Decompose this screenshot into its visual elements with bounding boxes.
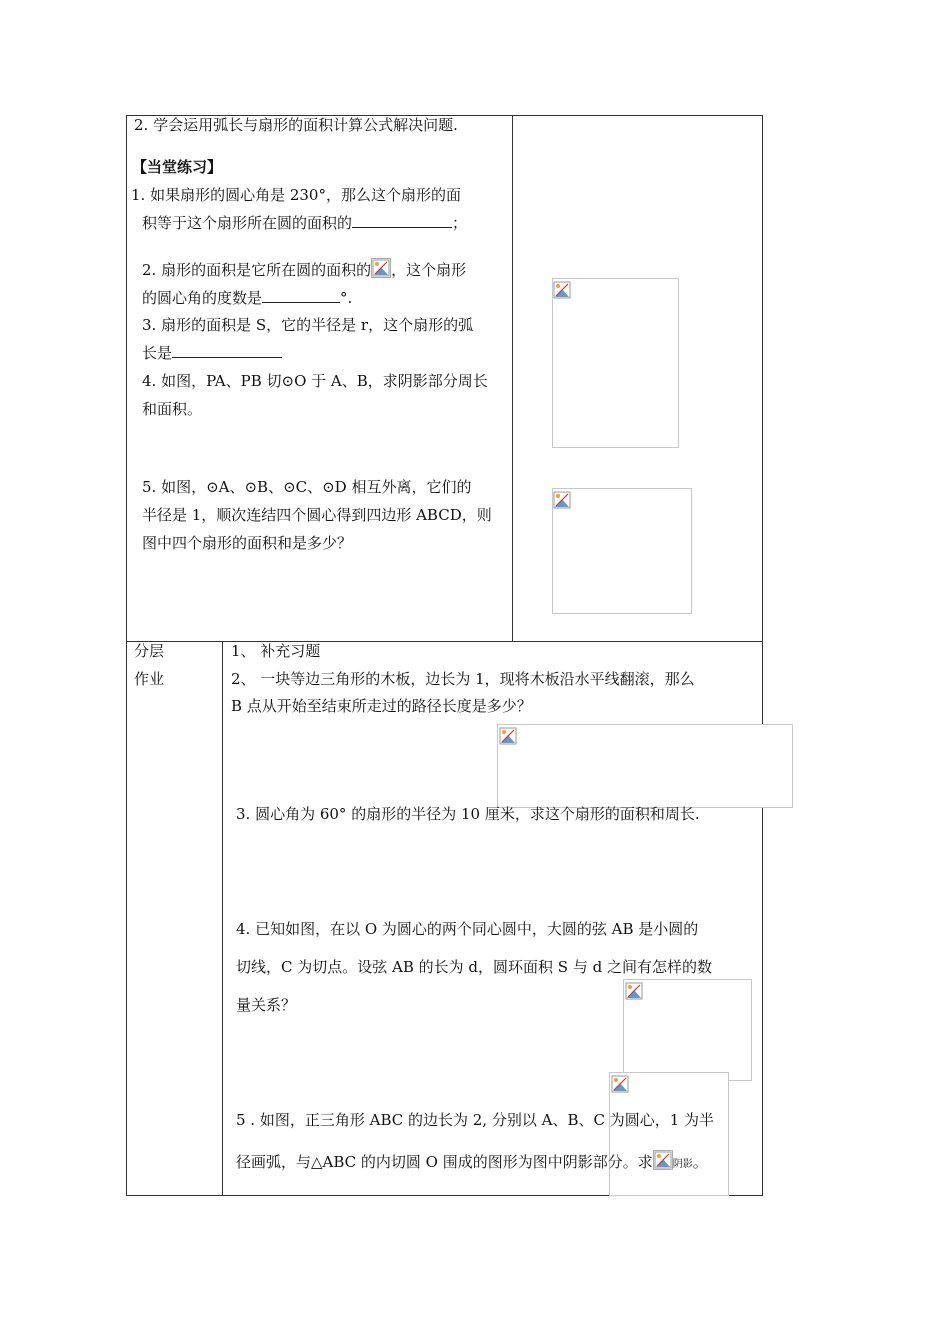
q2-line2 bbox=[142, 287, 352, 309]
q5-line3: 图中四个扇形的面积和是多少？ bbox=[142, 534, 353, 552]
q2-answer-blank[interactable] bbox=[262, 287, 340, 303]
hw-2-line2: B 点从开始至结束所走过的路径长度是多少？ bbox=[231, 697, 532, 715]
broken-image-icon bbox=[553, 281, 571, 299]
q2-line2-suffix: °. bbox=[340, 289, 353, 307]
hw-5-line1: 5 . 如图，正三角形 ABC 的边长为 2, 分别以 A、B、C 为圆心，1 为半 bbox=[236, 1111, 715, 1129]
q3-answer-blank[interactable] bbox=[172, 342, 282, 358]
top-column-divider bbox=[512, 115, 513, 642]
figure-hw5-placeholder bbox=[609, 1072, 729, 1196]
q1-line2 bbox=[142, 212, 467, 234]
table-right-border bbox=[762, 115, 763, 1196]
q1-line1: 1. 如果扇形的圆心角是 230°，那么这个扇形的面 bbox=[131, 186, 461, 204]
hw-5-line2 bbox=[236, 1150, 708, 1176]
q5-line1: 5. 如图，⊙A、⊙B、⊙C、⊙D 相互外离，它们的 bbox=[142, 478, 472, 496]
figure-hw4-placeholder bbox=[623, 979, 752, 1081]
broken-image-icon bbox=[625, 982, 643, 1000]
q5-line2: 半径是 1，顺次连结四个圆心得到四边形 ABCD，则 bbox=[142, 506, 492, 524]
figure-q5-placeholder bbox=[552, 488, 692, 614]
figure-hw2-placeholder bbox=[497, 724, 793, 808]
q1-line2-prefix: 积等于这个扇形所在圆的面 bbox=[142, 214, 323, 232]
table-left-border bbox=[126, 115, 127, 1196]
hw-5-line2-prefix: 径画弧，与△ABC 的内切圆 O 围成的图形为图中阴影部分。求 bbox=[236, 1153, 653, 1171]
homework-label-line1: 分层 bbox=[134, 642, 165, 660]
objective-2: 2. 学会运用弧长与扇形的面积计算公式解决问题. bbox=[134, 116, 458, 134]
hw-4-line1: 4. 已知如图，在以 O 为圆心的两个同心圆中，大圆的弦 AB 是小圆的 bbox=[236, 920, 699, 938]
practice-heading: 【当堂练习】 bbox=[132, 158, 223, 176]
q3-line2-text: 长是 bbox=[142, 344, 173, 362]
q3-line1: 3. 扇形的面积是 S，它的半径是 r，这个扇形的弧 bbox=[142, 316, 474, 334]
q2-line1-prefix: 2. 扇形的面积是它所在圆的面积的 bbox=[142, 261, 372, 279]
figure-q4-placeholder bbox=[552, 278, 679, 448]
hw-2-line1: 2、 一块等边三角形的木板，边长为 1，现将木板沿水平线翻滚，那么 bbox=[231, 670, 695, 688]
hw-5-line2-end: 。 bbox=[692, 1153, 708, 1171]
bottom-column-divider bbox=[222, 641, 223, 1196]
q3-line2 bbox=[142, 342, 282, 364]
q1-answer-blank[interactable] bbox=[352, 212, 452, 228]
q1-line2-end: ； bbox=[452, 214, 468, 232]
q2-line2-prefix: 的圆心角的度数是 bbox=[142, 289, 263, 307]
broken-image-icon bbox=[371, 258, 391, 278]
hw-5-shadow-word: 阴影 bbox=[672, 1159, 693, 1170]
q2-line1-suffix: ，这个扇形 bbox=[391, 261, 467, 279]
hw-4-line3: 量关系？ bbox=[236, 996, 297, 1014]
q4-line1: 4. 如图，PA、PB 切⊙O 于 A、B，求阴影部分周长 bbox=[142, 372, 488, 390]
q1-line2-suffix: 积的 bbox=[322, 214, 353, 232]
q2-line1 bbox=[142, 258, 466, 281]
hw-1: 1、 补充习题 bbox=[231, 642, 321, 660]
broken-image-icon bbox=[611, 1075, 629, 1093]
q4-line2: 和面积。 bbox=[142, 400, 203, 418]
hw-4-line2: 切线，C 为切点。设弦 AB 的长为 d，圆环面积 S 与 d 之间有怎样的数 bbox=[236, 958, 712, 976]
broken-image-icon bbox=[499, 727, 517, 745]
homework-label-line2: 作业 bbox=[134, 670, 165, 688]
broken-image-icon bbox=[653, 1150, 673, 1170]
broken-image-icon bbox=[553, 491, 571, 509]
hw-3: 3. 圆心角为 60° 的扇形的半径为 10 厘米，求这个扇形的面积和周长. bbox=[236, 805, 700, 823]
